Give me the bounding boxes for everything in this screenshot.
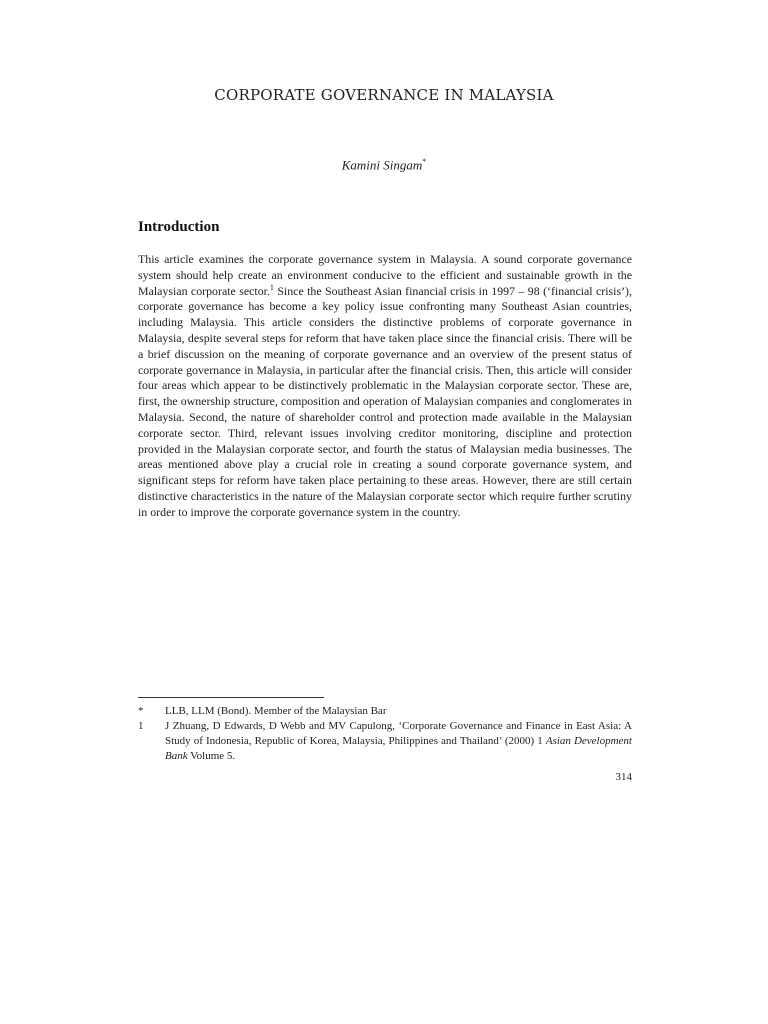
footnote-1	[138, 719, 632, 764]
footnote-citation-end: Volume 5.	[187, 750, 236, 762]
footnotes	[138, 704, 632, 764]
footnote-text	[165, 719, 632, 764]
author-line	[0, 157, 768, 173]
footnote-citation: J Zhuang, D Edwards, D Webb and MV Capulong, ‘Corporate Governance and Finance in East Asia: A Study of Indonesia, Republic of Korea, Malaysia, Philippines and Thailand’ (2000) 1	[165, 720, 632, 747]
author-name: Kamini Singam	[341, 157, 423, 173]
footnote-mark: 1	[138, 720, 144, 732]
body-text-part-2: Since the Southeast Asian financial crisis in 1997 – 98 (‘financial crisis’), corporate governance has become a key policy issue confronting many Southeast Asian countries, including Malaysia. This article considers the distinctive problems of corporate governance in Malaysia, despite several steps for reform that have taken place since the financial crisis. There will be a brief discussion on the meaning of corporate governance and an overview of the present status of corporate governance in Malaysia, in particular after the financial crisis. Then, this article will consider four areas which appear to be distinctively problematic in the Malaysian corporate sector. These are, first, the ownership structure, composition and operation of Malaysian companies and conglomerates in Malaysia. Second, the nature of shareholder control and protection made available in the Malaysian corporate sector. Third, relevant issues involving creditor monitoring, discipline and protection provided in the Malaysian corporate sector, and fourth the status of Malaysian media businesses. The areas mentioned above play a crucial role in creating a sound corporate governance system, and significant steps for reform have taken place pertaining to these areas. However, there are still certain distinctive characteristics in the nature of the Malaysian corporate sector which require further scrutiny in order to improve the corporate governance system in the country.	[138, 283, 632, 519]
body-text-part-1: This article examines the corporate governance system in Malaysia. A sound corporate governance system should help create an environment conducive to the efficient and sustainable growth in the Malaysian corporate sector.	[138, 252, 632, 298]
author-footnote-marker: *	[422, 157, 427, 166]
section-heading: Introduction	[138, 219, 220, 235]
footnote-mark: *	[138, 705, 144, 717]
body-paragraph	[138, 252, 632, 521]
footnote-author	[138, 704, 632, 719]
footnote-reference: 1	[269, 282, 274, 292]
footnote-separator	[138, 697, 324, 698]
footnote-text: LLB, LLM (Bond). Member of the Malaysian Bar	[165, 705, 387, 717]
article-title: CORPORATE GOVERNANCE IN MALAYSIA	[214, 86, 554, 104]
footnote-journal-title: Asian Development Bank	[165, 735, 632, 762]
page-number: 314	[615, 771, 632, 783]
